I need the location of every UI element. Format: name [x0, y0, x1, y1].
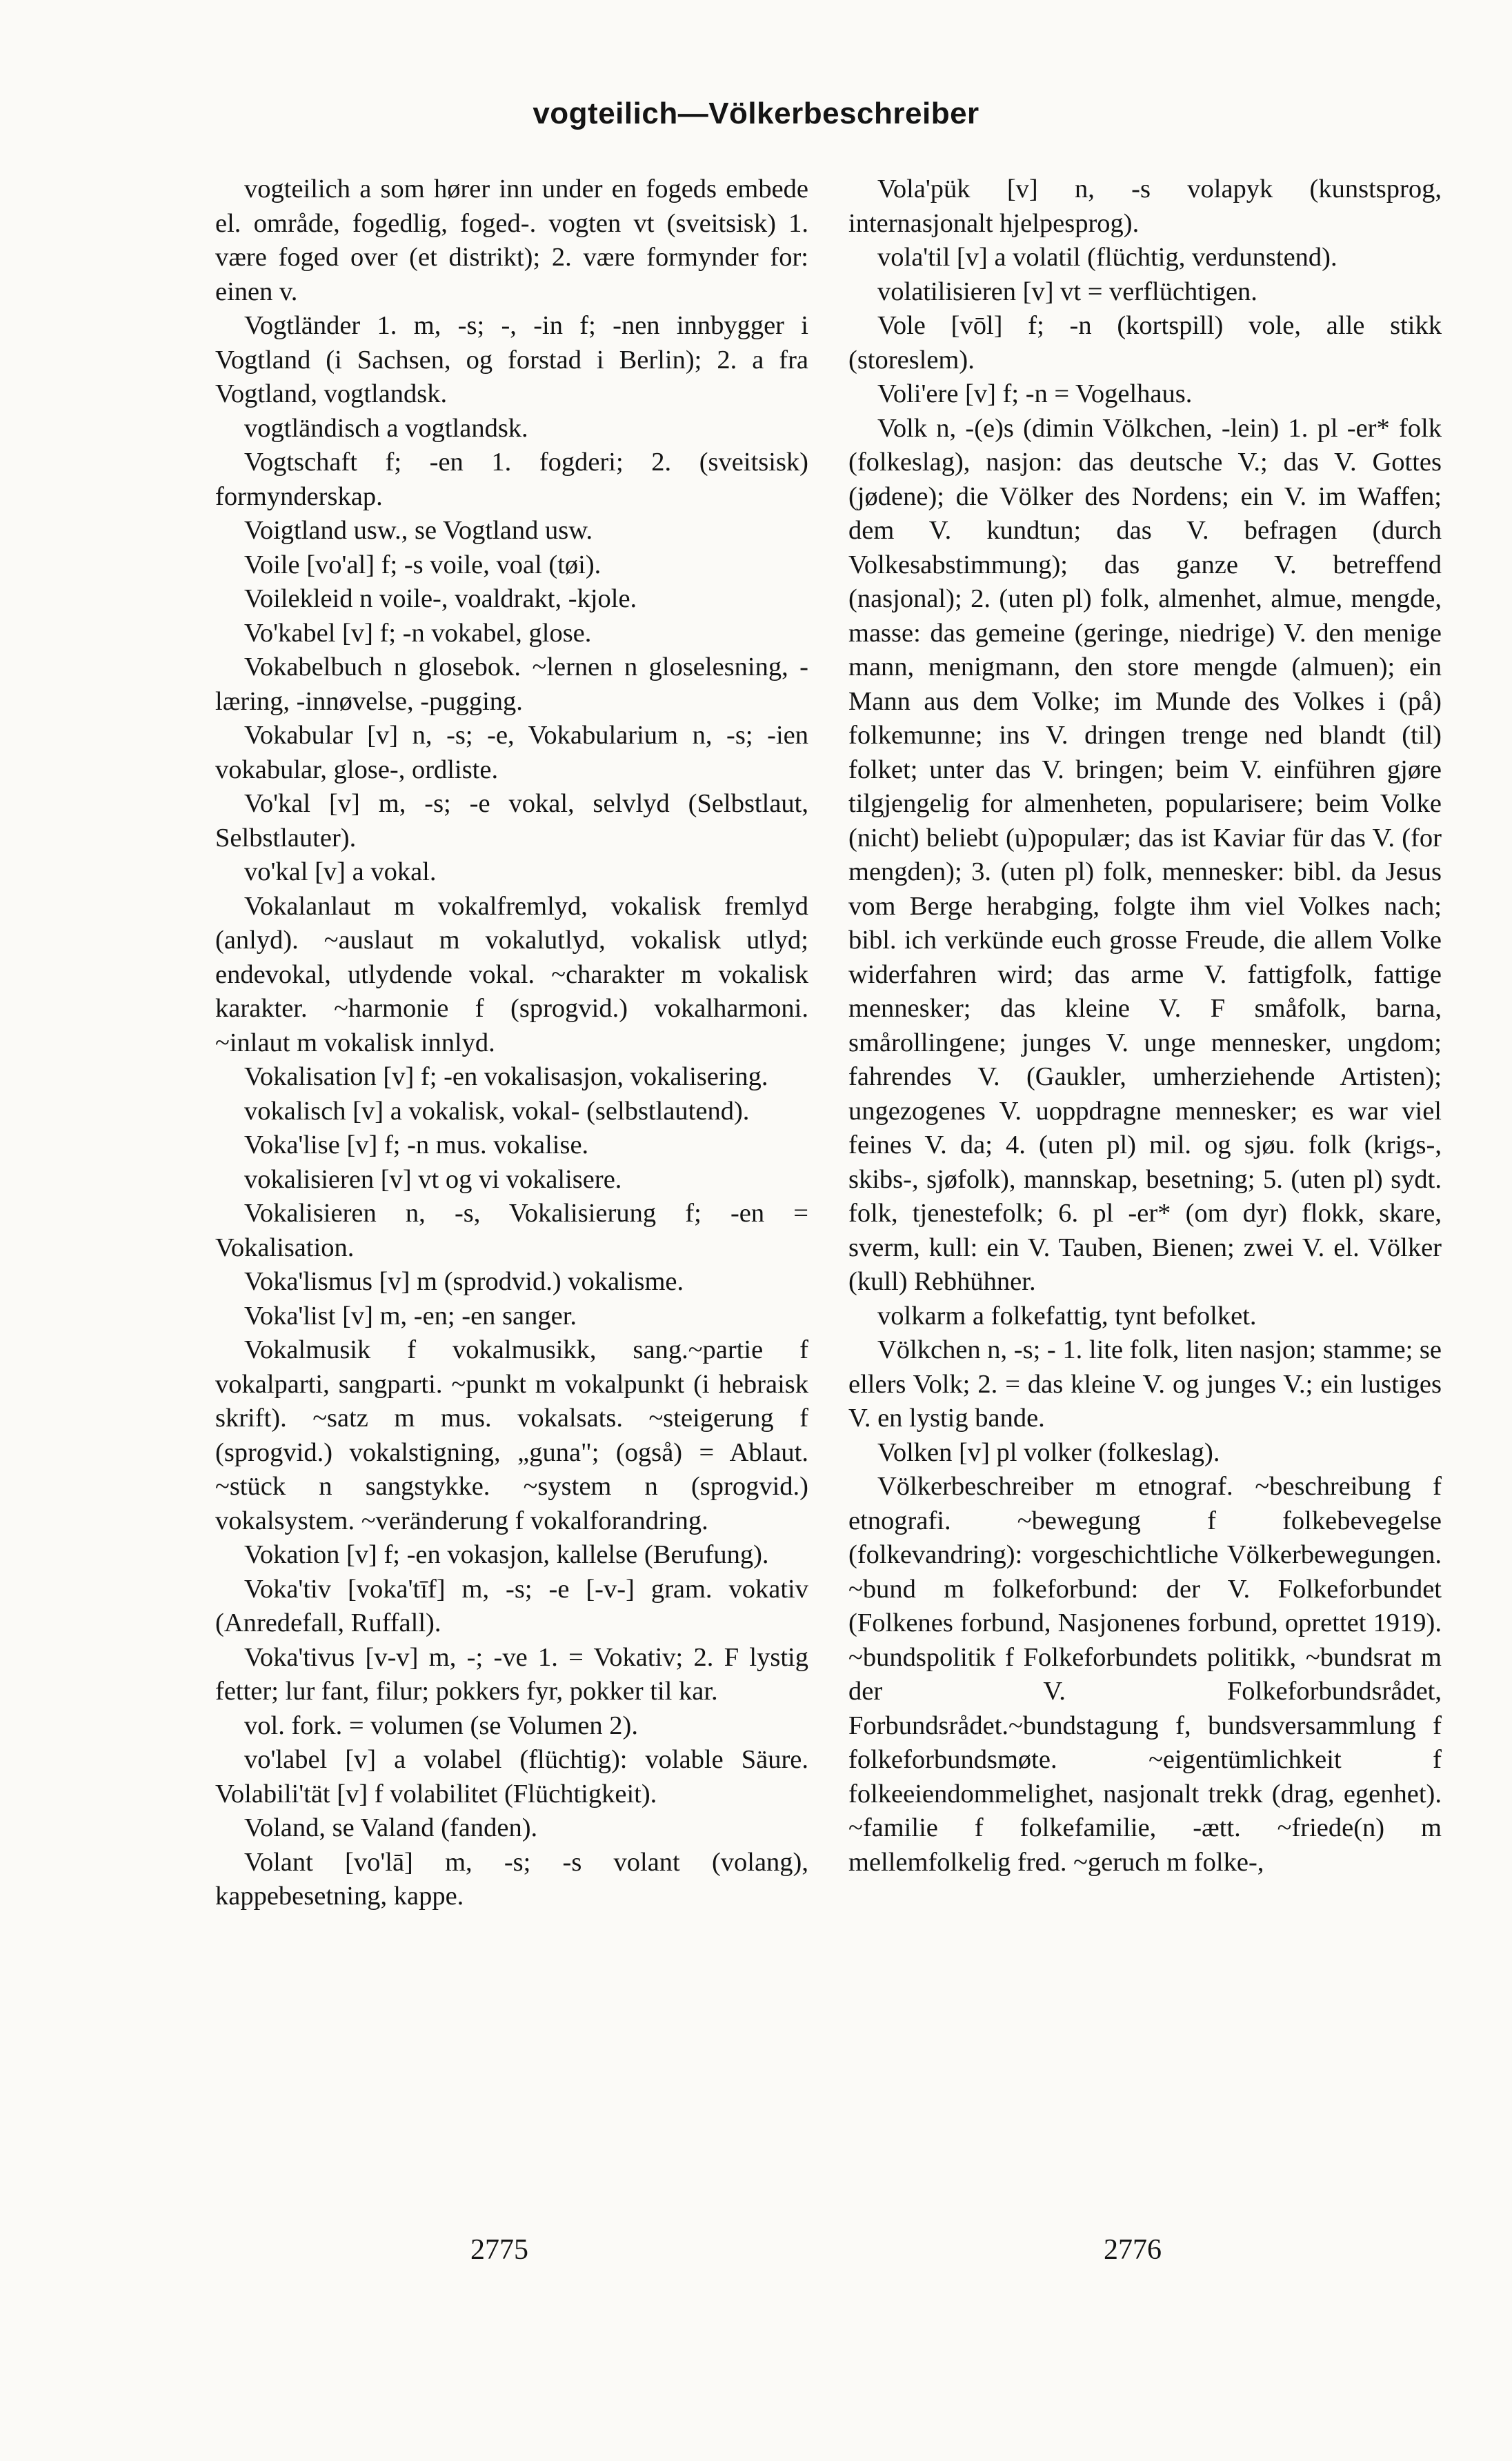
entry-text: Volken [v] pl volker (folkeslag).	[877, 1437, 1220, 1467]
dictionary-entry	[848, 1299, 1442, 1334]
dictionary-entry	[215, 1641, 808, 1709]
dictionary-entry	[215, 1743, 808, 1811]
dictionary-entry	[215, 787, 808, 855]
dictionary-entry	[215, 617, 808, 651]
dictionary-entry	[848, 377, 1442, 412]
dictionary-entry	[215, 1060, 808, 1095]
entry-text: Vokabular [v] n, -s; -e, Vokabularium n, -s; -ien vokabular, glose-, ordliste.	[215, 721, 808, 784]
entry-text: vokalisieren [v] vt og vi vokalisere.	[244, 1164, 622, 1194]
dictionary-entry	[215, 1538, 808, 1573]
dictionary-entry	[215, 412, 808, 446]
dictionary-entry	[215, 855, 808, 890]
entry-text: Völkchen n, -s; - 1. lite folk, liten nasjon; stamme; se ellers Volk; 2. = das kleine V. og junges V.; ein lustiges V. en lystig bande.	[848, 1335, 1442, 1433]
dictionary-entry	[848, 412, 1442, 1299]
entry-text: vo'label [v] a volabel (flüchtig): volable Säure. Volabili'tät [v] f volabilitet (Flüchtigkeit).	[215, 1745, 808, 1809]
entry-text: Vokalisation [v] f; -en vokalisasjon, vokalisering.	[244, 1062, 768, 1091]
dictionary-entry	[848, 275, 1442, 310]
entry-text: Vokation [v] f; -en vokasjon, kallelse (Berufung).	[244, 1540, 769, 1569]
left-column	[215, 172, 808, 1914]
entry-text: vokalisch [v] a vokalisk, vokal- (selbstlautend).	[244, 1096, 750, 1126]
dictionary-entry	[215, 1095, 808, 1129]
entry-text: volkarm a folkefattig, tynt befolket.	[877, 1301, 1257, 1331]
dictionary-entry	[848, 241, 1442, 275]
entry-text: Vole [vōl] f; -n (kortspill) vole, alle stikk (storeslem).	[848, 311, 1442, 375]
dictionary-entry	[215, 719, 808, 787]
entry-text: vol. fork. = volumen (se Volumen 2).	[244, 1711, 638, 1740]
dictionary-entry	[848, 309, 1442, 377]
dictionary-entry	[215, 1128, 808, 1163]
entry-text: Voile [vo'al] f; -s voile, voal (tøi).	[244, 550, 601, 579]
dictionary-entry	[215, 1811, 808, 1846]
entry-text: Voland, se Valand (fanden).	[244, 1813, 538, 1842]
right-column	[848, 172, 1442, 1880]
entry-text: Voli'ere [v] f; -n = Vogelhaus.	[877, 379, 1193, 408]
entry-text: Vokalmusik f vokalmusikk, sang.~partie f vokalparti, sangparti. ~punkt m vokalpunkt (i hebraisk skrift). ~satz m mus. vokalsats. ~steigerung f (sprogvid.) vokalstigning, „guna"; (også) = Ablaut. ~stück n sangstykke. ~system n (sprogvid.) vokalsystem. ~veränderung f vokalforandring.	[215, 1335, 808, 1535]
dictionary-entry	[848, 172, 1442, 241]
dictionary-entry	[215, 582, 808, 617]
entry-text: Vo'kal [v] m, -s; -e vokal, selvlyd (Selbstlaut, Selbstlauter).	[215, 789, 808, 853]
entry-text: Voigtland usw., se Vogtland usw.	[244, 516, 593, 545]
page-number-left: 2775	[470, 2234, 528, 2266]
entry-text: Voka'lismus [v] m (sprodvid.) vokalisme.	[244, 1267, 684, 1296]
entry-text: Vokabelbuch n glosebok. ~lernen n gloselesning, -læring, -innøvelse, -pugging.	[215, 652, 808, 716]
running-head: vogteilich—Völkerbeschreiber	[533, 97, 979, 130]
dictionary-entry	[215, 1709, 808, 1744]
entry-text: Volk n, -(e)s (dimin Völkchen, -lein) 1. pl -er* folk (folkeslag), nasjon: das deutsche V.; das V. Gottes (jødene); die Völker des Nordens; ein V. im Waffen; dem V. kundtun; das V. befragen (durch Volkesabstimmung); das ganze V. betreffend (nasjonal); 2. (uten pl) folk, almenhet, almue, mengde, masse: das gemeine (geringe, niedrige) V. den menige mann, menigmann, den store mengde (almuen); ein Mann aus dem Volke; im Munde des Volkes i (på) folkemunne; ins V. dringen trenge ned blandt (til) folket; unter das V. bringen; beim V. einführen gjøre tilgjengelig for almenheten, popularisere; beim Volke (nicht) beliebt (u)populær; das ist Kaviar für das V. (for mengden); 3. (uten pl) folk, mennesker: bibl. da Jesus vom Berge herabging, folgte ihm viel Volkes nach; bibl. ich verkünde euch grosse Freude, die allem Volke widerfahren wird; das arme V. fattigfolk, fattige mennesker; das kleine V. F småfolk, barna, smårollingene; junges V. unge mennesker, ungdom; fahrendes V. (Gaukler, umherziehende Artisten); ungezogenes V. uoppdragne mennesker; es war viel feines V. da; 4. (uten pl) mil. og sjøu. folk (krigs-, skibs-, sjøfolk), mannskap, besetning; 5. (uten pl) sydt. folk, tjenestefolk; 6. pl -er* (om dyr) flokk, skare, sverm, kull: ein V. Tauben, Bienen; zwei V. el. Völker (kull) Rebhühner.	[848, 413, 1442, 1296]
entry-text: Vogtschaft f; -en 1. fogderi; 2. (sveitsisk) formynderskap.	[215, 448, 808, 511]
dictionary-entry	[215, 446, 808, 514]
dictionary-entry	[848, 1333, 1442, 1436]
entry-text: Voka'list [v] m, -en; -en sanger.	[244, 1301, 577, 1331]
dictionary-entry	[215, 548, 808, 583]
dictionary-entry	[848, 1470, 1442, 1880]
dictionary-entry	[215, 1573, 808, 1641]
dictionary-entry	[215, 309, 808, 412]
dictionary-entry	[215, 1846, 808, 1914]
entry-text: volatilisieren [v] vt = verflüchtigen.	[877, 277, 1257, 306]
dictionary-entry	[215, 1333, 808, 1538]
entry-text: Voka'tiv [voka'tīf] m, -s; -e [-v-] gram. vokativ (Anredefall, Ruffall).	[215, 1574, 808, 1637]
entry-text: Völkerbeschreiber m etnograf. ~beschreibung f etnografi. ~bewegung f folkebevegelse (folkevandring): vorgeschichtliche Völkerbewegungen. ~bund m folkeforbund: der V. Folkeforbundet (Folkenes forbund, Nasjonenes forbund, oprettet 1919). ~bundspolitik f Folkeforbundets politikk, ~bundsrat m der V. Folkeforbundsrådet, Forbundsrådet.~bundstagung f, bundsversammlung f folkeforbundsmøte. ~eigentümlichkeit f folkeeiendommelighet, nasjonalt trekk (drag, egenhet). ~familie f folkefamilie, -ætt. ~friede(n) m mellemfolkelig fred. ~geruch m folke-,	[848, 1472, 1442, 1877]
dictionary-entry	[215, 650, 808, 719]
dictionary-entry	[215, 1265, 808, 1299]
page-number-right: 2776	[1104, 2234, 1162, 2266]
entry-text: vogtländisch a vogtlandsk.	[244, 413, 528, 443]
entry-text: Vo'kabel [v] f; -n vokabel, glose.	[244, 618, 592, 648]
entry-text: Vokalisieren n, -s, Vokalisierung f; -en = Vokalisation.	[215, 1199, 808, 1262]
entry-text: Vokalanlaut m vokalfremlyd, vokalisk fremlyd (anlyd). ~auslaut m vokalutlyd, vokalisk utlyd; endevokal, utlydende vokal. ~charakter m vokalisk karakter. ~harmonie f (sprogvid.) vokalharmoni. ~inlaut m vokalisk innlyd.	[215, 891, 808, 1057]
entry-text: Voka'lise [v] f; -n mus. vokalise.	[244, 1130, 589, 1159]
dictionary-entry	[848, 1436, 1442, 1471]
dictionary-entry	[215, 1299, 808, 1334]
dictionary-entry	[215, 514, 808, 548]
entry-text: Vola'pük [v] n, -s volapyk (kunstsprog, internasjonalt hjelpesprog).	[848, 175, 1442, 238]
entry-text: Voka'tivus [v-v] m, -; -ve 1. = Vokativ; 2. F lystig fetter; lur fant, filur; pokkers fyr, pokker til kar.	[215, 1642, 808, 1706]
dictionary-entry	[215, 172, 808, 309]
entry-text: Vogtländer 1. m, -s; -, -in f; -nen innbygger i Vogtland (i Sachsen, og forstad i Berlin); 2. a fra Vogtland, vogtlandsk.	[215, 311, 808, 408]
entry-text: Volant [vo'lā] m, -s; -s volant (volang), kappebesetning, kappe.	[215, 1847, 808, 1911]
dictionary-entry	[215, 1197, 808, 1265]
dictionary-entry	[215, 1163, 808, 1197]
dictionary-entry	[215, 890, 808, 1061]
entry-text: vogteilich a som hører inn under en fogeds embede el. område, fogedlig, foged-. vogten vt (sveitsisk) 1. være foged over (et distrikt); 2. være formynder for: einen v.	[215, 175, 808, 306]
entry-text: vo'kal [v] a vokal.	[244, 857, 437, 886]
entry-text: vola'til [v] a volatil (flüchtig, verdunstend).	[877, 243, 1337, 272]
entry-text: Voilekleid n voile-, voaldrakt, -kjole.	[244, 584, 637, 613]
